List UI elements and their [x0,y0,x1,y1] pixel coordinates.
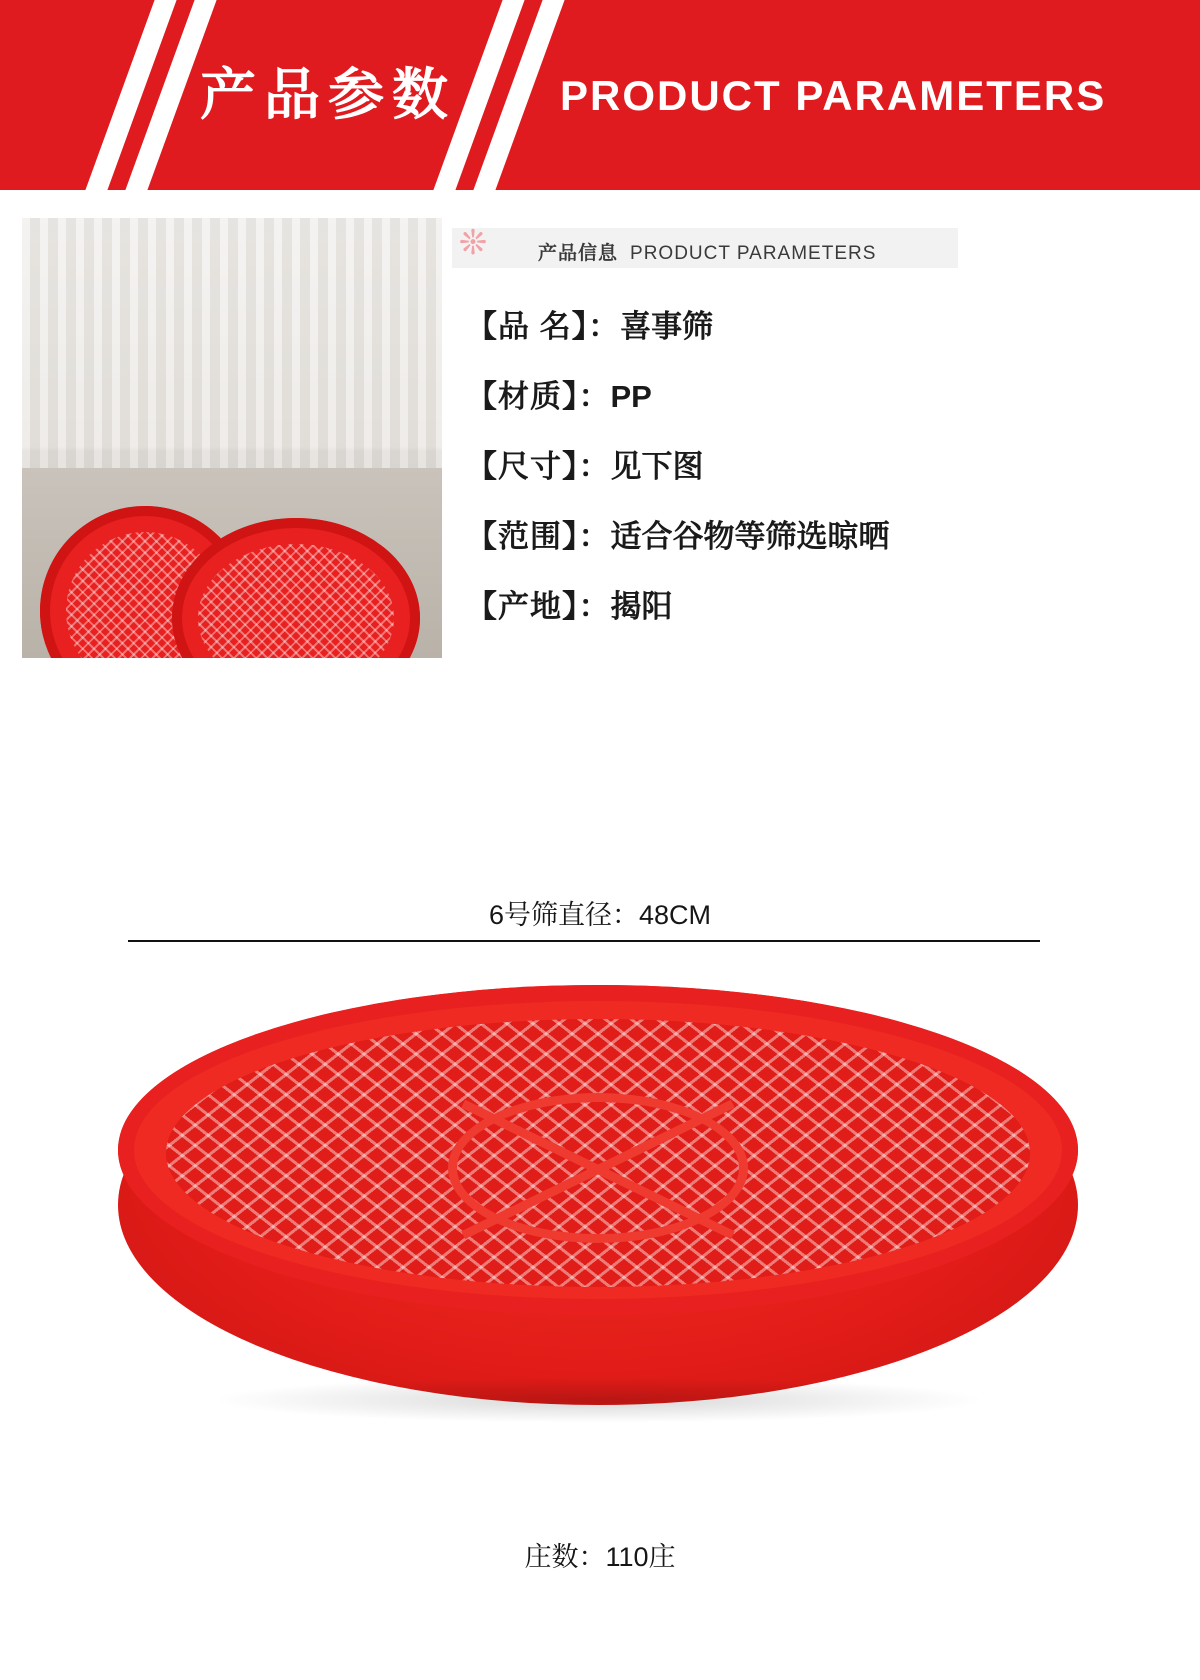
parameter-value: 见下图 [610,449,704,484]
basket-body [118,985,1078,1415]
basket-center-ring [448,1093,748,1243]
product-photo [22,218,442,658]
basket-shadow [208,1377,988,1423]
parameter-row [466,432,1166,502]
header-title-en: PRODUCT PARAMETERS [560,72,1107,119]
product-illustration [118,985,1078,1445]
parameter-value: 适合谷物等筛选晾晒 [610,519,890,554]
parameter-row [466,502,1166,572]
parameter-list [466,292,1166,642]
product-info-heading-cn: 产品信息 [538,243,619,264]
flower-icon: ❊ [458,224,488,262]
basket-inner [166,1019,1030,1287]
parameter-row [466,292,1166,362]
parameter-row [466,572,1166,642]
parameter-label: 【材质】： [466,379,611,414]
dimension-divider [128,940,1040,942]
dimension-caption: 6号筛直径：48CM [488,900,712,930]
parameter-value: 揭阳 [610,589,673,624]
product-info-heading-en: PRODUCT PARAMETERS [630,243,877,264]
parameter-label: 【尺寸】： [466,449,611,484]
parameter-value: 喜事筛 [620,309,714,344]
photo-curtain [22,218,442,468]
dimension-footer: 庄数：110庄 [524,1542,676,1572]
parameter-row [466,362,1166,432]
header-title-cn: 产品参数 [200,63,456,126]
parameter-label: 【品 名】： [466,309,621,344]
parameter-label: 【产地】： [466,589,611,624]
product-info-heading [538,238,876,265]
header-banner [0,0,1200,190]
photo-sieve-mesh [198,544,394,658]
parameter-label: 【范围】： [466,519,611,554]
parameter-value: PP [610,379,652,414]
